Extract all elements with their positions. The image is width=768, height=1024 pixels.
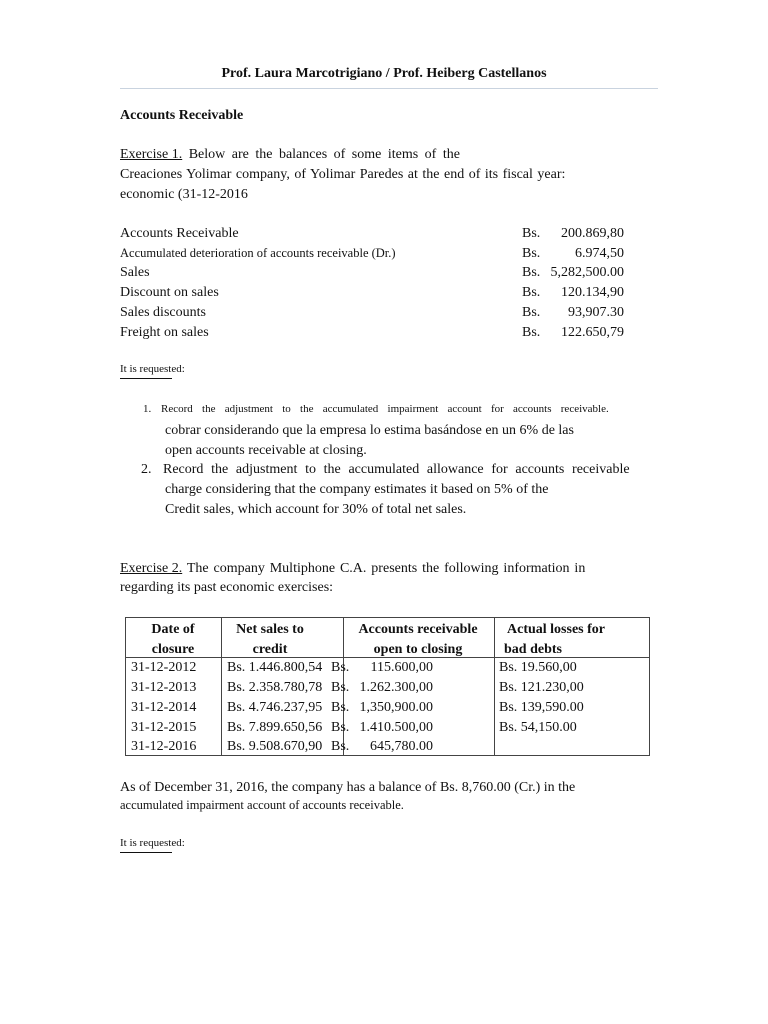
- table-cell-date: 31-12-2014: [131, 700, 197, 715]
- exercise1-label: Exercise 1.: [120, 147, 183, 162]
- balance-amount: 6.974,50: [575, 246, 624, 261]
- table-header-losses: [501, 620, 651, 659]
- table-cell-receivable-currency: Bs.: [331, 739, 350, 754]
- balance-amount: 122.650,79: [561, 325, 624, 340]
- requested-label: It is requested:: [120, 837, 185, 849]
- balance-currency: Bs.: [522, 265, 541, 280]
- balance-currency: Bs.: [522, 305, 541, 320]
- table-cell-net-sales: Bs. 9.508.670,90: [227, 739, 323, 754]
- table-cell-losses: Bs. 121.230,00: [499, 680, 584, 695]
- exercise2-intro-text: The company Multiphone C.A. presents the following information in: [182, 561, 586, 576]
- requirement-line: cobrar considerando que la empresa lo estima basándose en un 6% de las: [165, 423, 574, 438]
- requested-label: It is requested:: [120, 363, 185, 375]
- table-divider: [494, 617, 495, 756]
- balance-currency: Bs.: [522, 285, 541, 300]
- balance-currency: Bs.: [522, 246, 541, 261]
- header-line: credit: [252, 641, 288, 657]
- header-line: closure: [151, 641, 195, 657]
- header-line: Net sales to: [236, 622, 304, 637]
- exercise1-intro-line3: economic (31-12-2016: [120, 187, 248, 202]
- header-line: Date of: [151, 622, 195, 637]
- table-cell-losses: Bs. 139,590.00: [499, 700, 584, 715]
- table-cell-receivable-currency: Bs.: [331, 680, 350, 695]
- table-cell-date: 31-12-2013: [131, 680, 197, 695]
- balance-amount: 200.869,80: [561, 226, 624, 241]
- balance-currency: Bs.: [522, 325, 541, 340]
- requirement-line: [161, 403, 663, 415]
- header-line: bad debts: [504, 641, 562, 657]
- balance-label: Sales discounts: [120, 305, 206, 320]
- table-cell-net-sales: Bs. 2.358.780,78: [227, 680, 323, 695]
- table-cell-receivable: 1,350,900.00: [359, 700, 433, 715]
- balance-label: Discount on sales: [120, 285, 219, 300]
- balance-label: Accounts Receivable: [120, 226, 239, 241]
- exercise1-intro-text: Below are the balances of some items of the: [182, 147, 460, 162]
- table-cell-date: 31-12-2016: [131, 739, 197, 754]
- exercise2-closing-line1: As of December 31, 2016, the company has a balance of Bs. 8,760.00 (Cr.) in the: [120, 780, 576, 795]
- exercise2-label: Exercise 2.: [120, 561, 183, 576]
- table-cell-receivable-currency: Bs.: [331, 700, 350, 715]
- requirement-text: Record the adjustment to the accumulated impairment account for accounts receivable.: [161, 403, 609, 415]
- table-header-net-sales: [221, 620, 319, 659]
- exercise2-closing-line2: accumulated impairment account of accounts receivable.: [120, 798, 404, 812]
- table-cell-receivable-currency: Bs.: [331, 660, 350, 675]
- balance-amount: 120.134,90: [561, 285, 624, 300]
- balance-label: Accumulated deterioration of accounts receivable (Dr.): [120, 246, 396, 260]
- table-cell-net-sales: Bs. 4.746.237,95: [227, 700, 323, 715]
- table-cell-date: 31-12-2015: [131, 720, 197, 735]
- table-cell-net-sales: Bs. 1.446.800,54: [227, 660, 323, 675]
- balance-label: Sales: [120, 265, 150, 280]
- header-line: Accounts receivable: [358, 622, 478, 637]
- table-cell-losses: Bs. 54,150.00: [499, 720, 577, 735]
- exercise1-intro-line2: Creaciones Yolimar company, of Yolimar Paredes at the end of its fiscal year:: [120, 167, 566, 182]
- requirement-number: 2.: [141, 462, 152, 477]
- requirement-line: Record the adjustment to the accumulated allowance for accounts receivable: [163, 462, 630, 477]
- table-cell-receivable: 115.600,00: [370, 660, 433, 675]
- table-cell-date: 31-12-2012: [131, 660, 197, 675]
- table-cell-receivable: 645,780.00: [370, 739, 433, 754]
- table-cell-receivable: 1.262.300,00: [359, 680, 433, 695]
- requirement-number: 1.: [143, 403, 152, 415]
- table-cell-receivable-currency: Bs.: [331, 720, 350, 735]
- table-cell-losses: Bs. 19.560,00: [499, 660, 577, 675]
- page-header-title: Prof. Laura Marcotrigiano / Prof. Heiberg Castellanos: [221, 66, 547, 81]
- balance-amount: 5,282,500.00: [550, 265, 624, 280]
- header-divider: [120, 88, 658, 89]
- exercise2-intro-line2: regarding its past economic exercises:: [120, 580, 334, 595]
- requested-underline: [120, 852, 172, 853]
- requested-underline: [120, 378, 172, 379]
- balance-label: Freight on sales: [120, 325, 209, 340]
- header-line: open to closing: [373, 641, 463, 657]
- table-cell-receivable: 1.410.500,00: [359, 720, 433, 735]
- table-header-receivable: [343, 620, 493, 659]
- requirement-line: open accounts receivable at closing.: [165, 443, 367, 458]
- exercise2-intro-line1: [120, 561, 585, 577]
- balance-amount: 93,907.30: [568, 305, 624, 320]
- table-cell-net-sales: Bs. 7.899.650,56: [227, 720, 323, 735]
- balance-currency: Bs.: [522, 226, 541, 241]
- header-line: Actual losses for: [507, 622, 605, 637]
- section-title: Accounts Receivable: [120, 108, 244, 123]
- table-header-date: [125, 620, 221, 659]
- requirement-line: charge considering that the company estimates it based on 5% of the: [165, 482, 549, 497]
- requirement-line: Credit sales, which account for 30% of total net sales.: [165, 502, 467, 517]
- exercise1-intro-line1: [120, 147, 460, 163]
